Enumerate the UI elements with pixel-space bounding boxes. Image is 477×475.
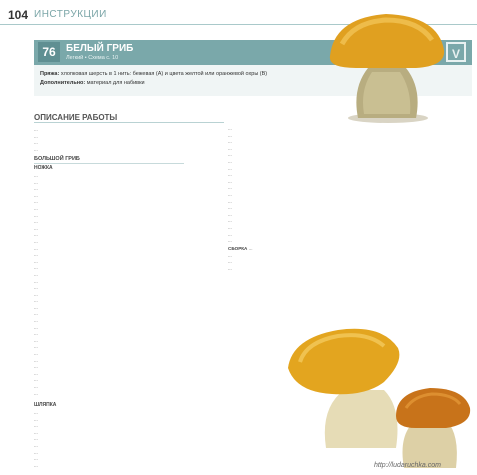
pattern-number-badge: 76 [38,42,60,62]
subheading-assembly: СБОРКА [228,246,248,251]
mushroom-photo-top [320,6,450,126]
extra-line [40,80,145,86]
cap-instructions: ... ... ... ... ... ... ... ... ... [34,410,38,468]
mushroom-photo-bottom [286,298,477,475]
stem-instructions: ... ... ... ... ... ... ... ... ... ... ... ... ... ... ... ... ... ... ... ... ... ... ... ... ... ... ... ... ... ... ... ... ... ... [34,173,38,396]
extra-label: Дополнительно: [40,80,86,86]
running-head: ИНСТРУКЦИИ [34,9,107,20]
intro-text: ... ... ... ... [34,127,38,152]
subheading-big-mushroom: БОЛЬШОЙ ГРИБ [34,156,80,162]
watermark: http://ludaruchka.com [374,462,441,469]
subheading-cap: ШЛЯПКА [34,402,57,408]
stem-highlight [363,72,410,114]
section-heading-description: ОПИСАНИЕ РАБОТЫ [34,113,118,122]
yarn-label: Пряжа: [40,71,60,77]
extra-text: материал для набивки [86,80,145,86]
pattern-title: БЕЛЫЙ ГРИБ [66,43,134,54]
yarn-text: хлопковая шерсть в 1 нить: бежевая (А) и цвета желтой или оранжевой охры (В) [60,71,268,77]
subheading-rule [34,163,184,164]
difficulty-icon: V [446,42,466,62]
yarn-line [40,71,267,77]
pattern-subtitle: Легкий • Схема с. 10 [66,55,119,61]
stem-shape [325,390,398,448]
page-number: 104 [8,8,29,22]
right-column-instructions: ... ... ... ... ... ... ... ... ... ... ... ... ... ... ... ... ... ... [228,126,232,244]
section-rule [34,122,224,123]
cap-shape [288,329,399,394]
assembly-text: СБОРКА ... ... ... ... [228,246,253,271]
subheading-stem: НОЖКА [34,165,53,171]
